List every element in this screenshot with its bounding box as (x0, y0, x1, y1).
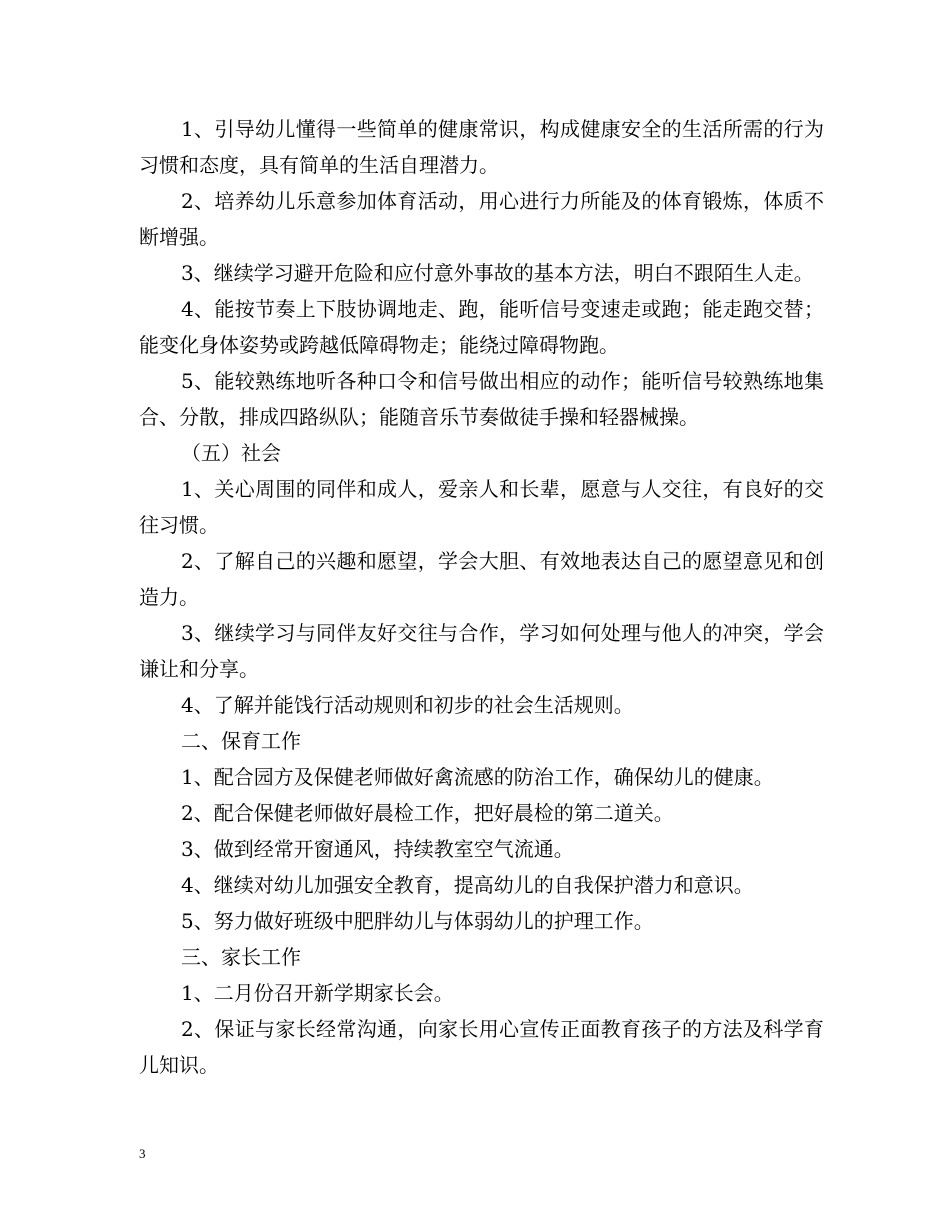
health-goal-4: 4、能按节奏上下肢协调地走、跑，能听信号变速走或跑；能走跑交替；能变化身体姿势或跨越低障碍物走；能绕过障碍物跑。 (139, 297, 824, 357)
parent-item-2: 2、保证与家长经常沟通，向家长用心宣传正面教育孩子的方法及科学育儿知识。 (139, 1017, 824, 1077)
social-goal-4: 4、了解并能饯行活动规则和初步的社会生活规则。 (181, 693, 634, 717)
social-goal-1: 1、关心周围的同伴和成人，爱亲人和长辈，愿意与人交往，有良好的交往习惯。 (139, 477, 824, 537)
social-goal-2: 2、了解自己的兴趣和愿望，学会大胆、有效地表达自己的愿望意见和创造力。 (139, 549, 824, 609)
care-item-4: 4、继续对幼儿加强安全教育，提高幼儿的自我保护潜力和意识。 (181, 873, 754, 897)
document-body (139, 111, 824, 1083)
care-item-3: 3、做到经常开窗通风，持续教室空气流通。 (181, 837, 574, 861)
health-goal-5: 5、能较熟练地听各种口令和信号做出相应的动作；能听信号较熟练地集合、分散，排成四路纵队；能随音乐节奏做徒手操和轻器械操。 (139, 369, 824, 429)
health-goal-1: 1、引导幼儿懂得一些简单的健康常识，构成健康安全的生活所需的行为习惯和态度，具有简单的生活自理潜力。 (139, 117, 824, 177)
parent-item-1: 1、二月份召开新学期家长会。 (181, 981, 454, 1005)
section-heading-parent-work: 三、家长工作 (181, 945, 301, 969)
social-goal-3: 3、继续学习与同伴友好交往与合作，学习如何处理与他人的冲突，学会谦让和分享。 (139, 621, 824, 681)
care-item-5: 5、努力做好班级中肥胖幼儿与体弱幼儿的护理工作。 (181, 909, 654, 933)
health-goal-2: 2、培养幼儿乐意参加体育活动，用心进行力所能及的体育锻炼，体质不断增强。 (139, 189, 824, 249)
care-item-2: 2、配合保健老师做好晨检工作，把好晨检的第二道关。 (181, 801, 674, 825)
page-number: 3 (139, 1146, 146, 1161)
care-item-1: 1、配合园方及保健老师做好禽流感的防治工作，确保幼儿的健康。 (181, 765, 774, 789)
section-heading-social: （五）社会 (181, 441, 281, 465)
health-goal-3: 3、继续学习避开危险和应付意外事故的基本方法，明白不跟陌生人走。 (181, 261, 814, 285)
section-heading-care-work: 二、保育工作 (181, 729, 301, 753)
